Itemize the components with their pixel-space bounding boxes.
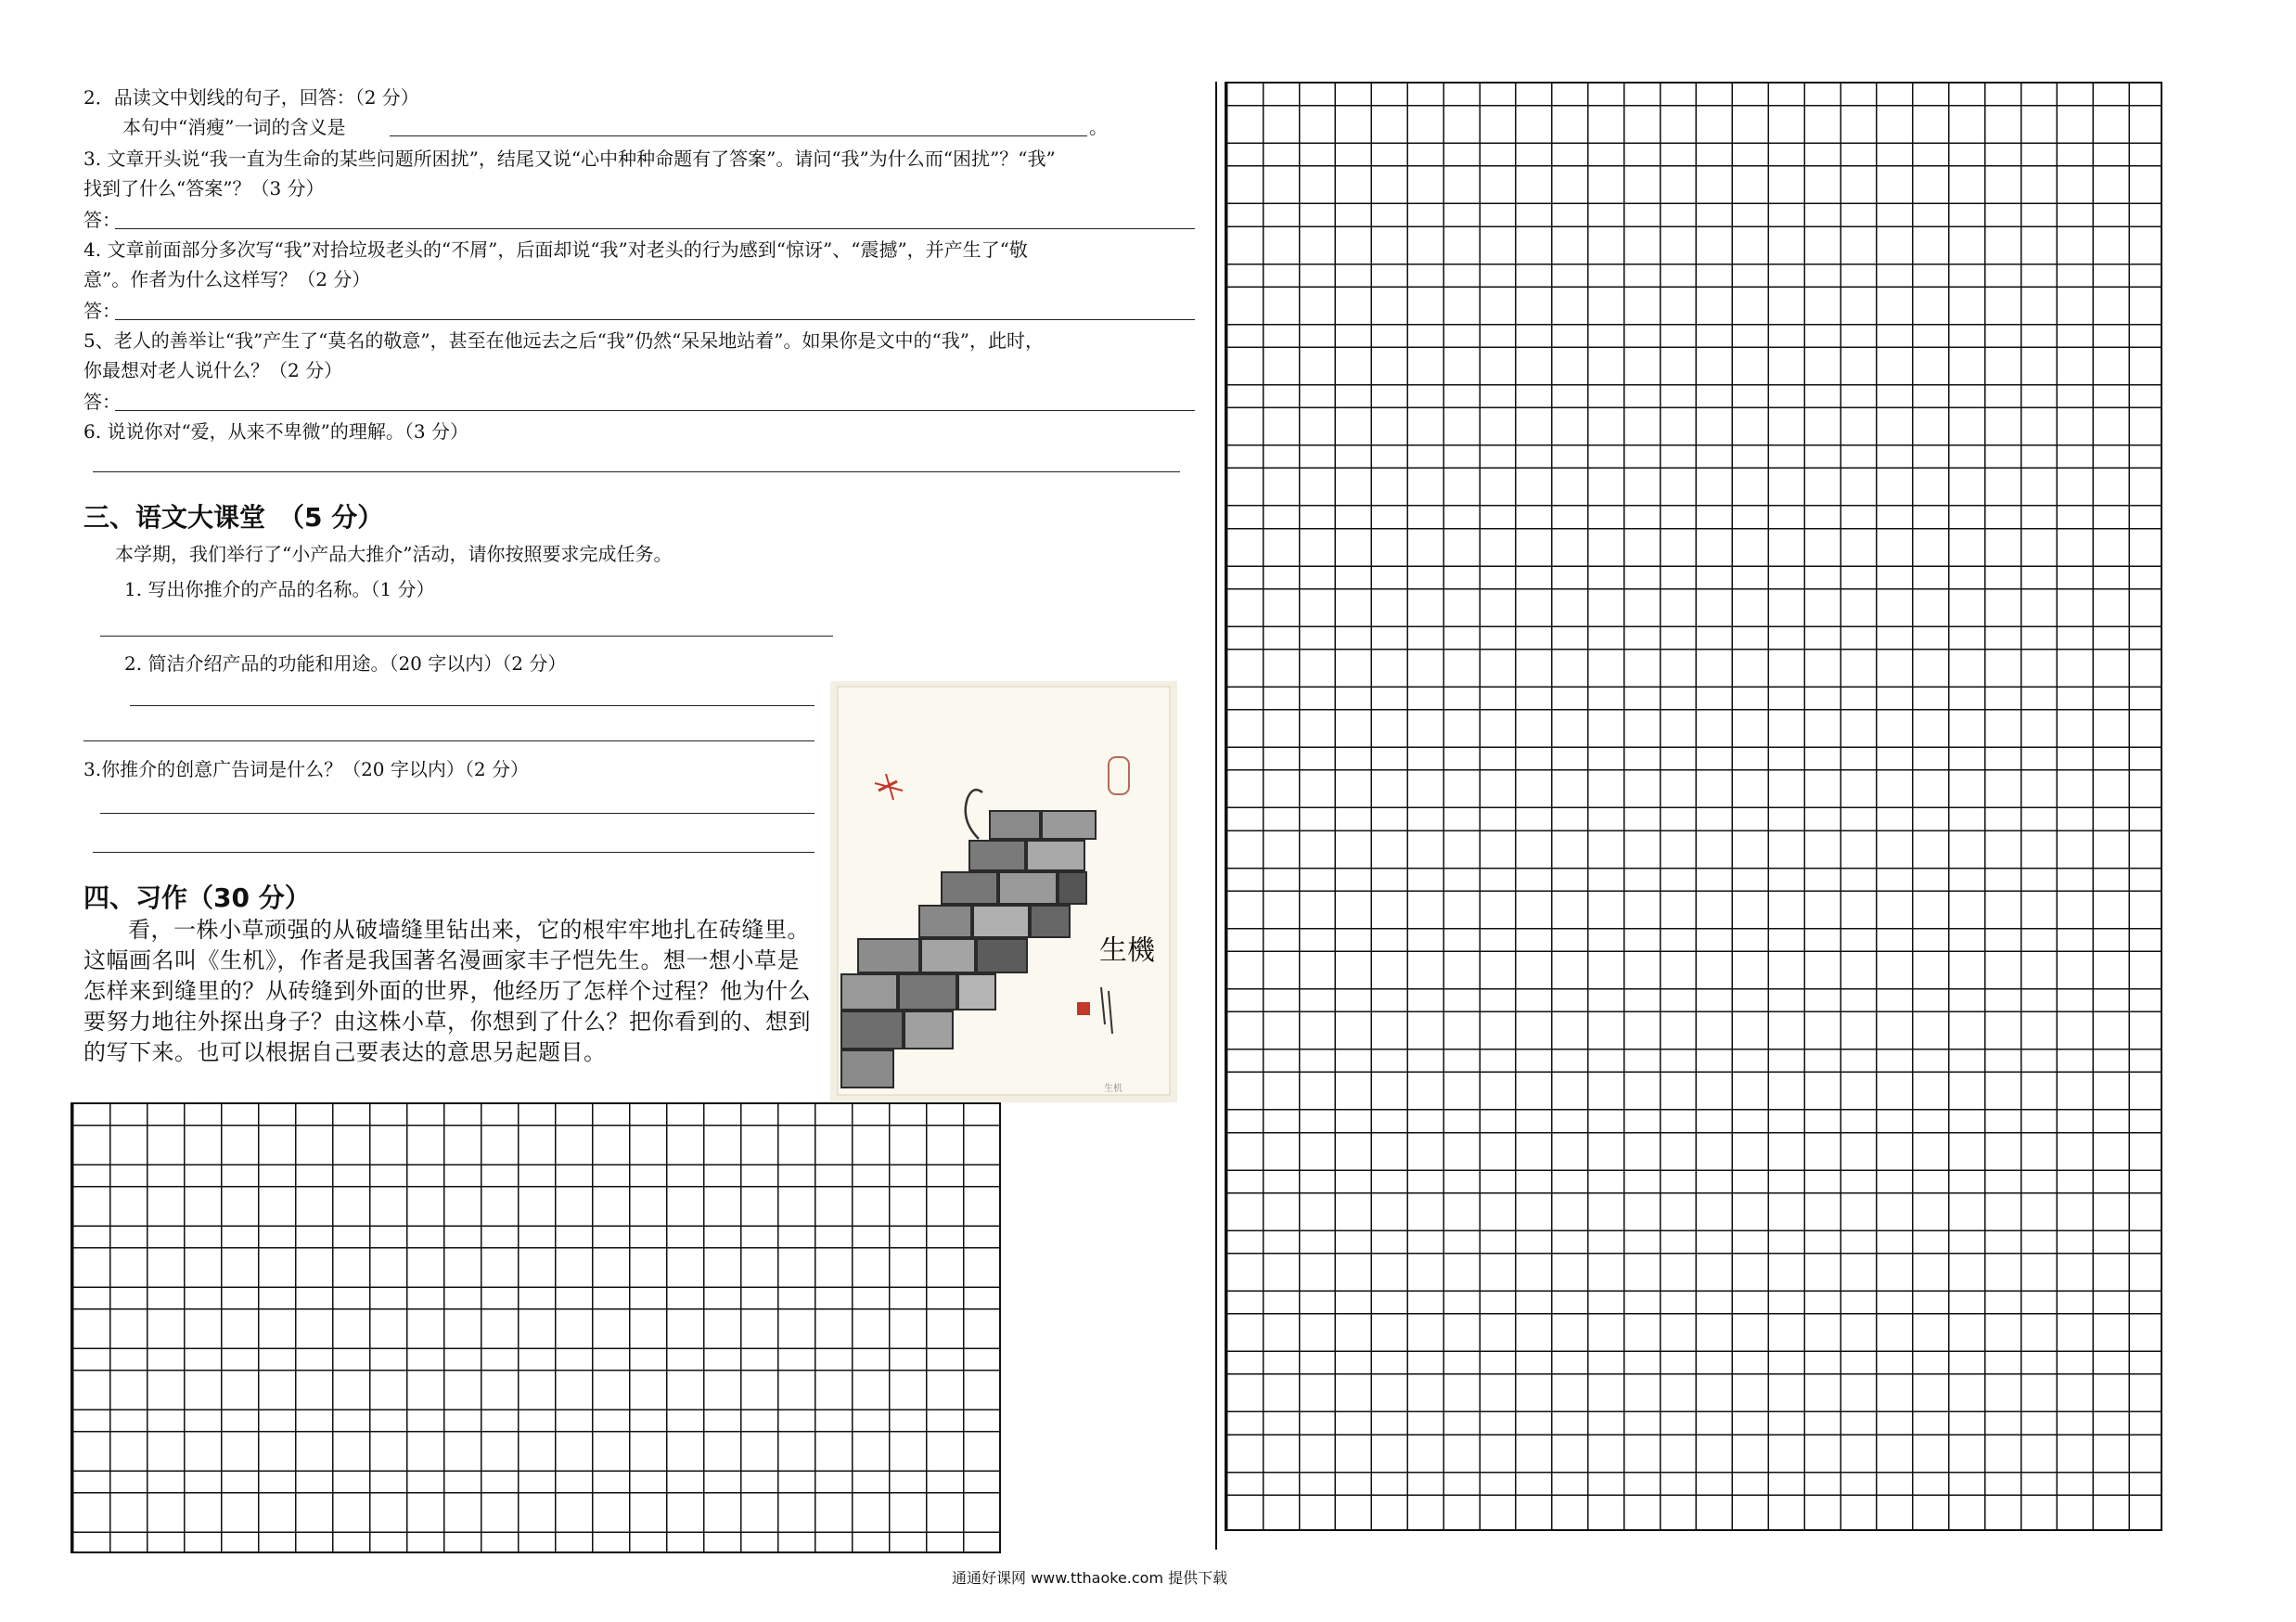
essay-prompt-paragraph: 看，一株小草顽强的从破墙缝里钻出来，它的根牢牢地扎在砖缝里。这幅画名叫《生机》，作者是我国著名漫画家丰子恺先生。想一想小草是怎样来到缝里的？从砖缝到外面的世界，他经历了怎样个过程？他为什么要努力地往外探出身子？由这株小草，你想到了什么？把你看到的、想到的写下来。也可以根据自己要表达的意思另起题目。	[83, 917, 811, 1065]
q6-prompt: 6. 说说你对“爱，从来不卑微”的理解。（3 分）	[83, 420, 468, 443]
q4-answer-blank[interactable]	[115, 319, 1195, 320]
task1-prompt: 1. 写出你推介的产品的名称。（1 分）	[124, 578, 435, 600]
seal-stamp-signature	[1077, 1002, 1090, 1015]
column-divider	[1215, 82, 1217, 1550]
task2-answer-blank-1[interactable]	[130, 705, 815, 706]
q5-prompt-line2: 你最想对老人说什么？（2 分）	[83, 359, 343, 381]
task2-prompt: 2. 简洁介绍产品的功能和用途。（20 字以内）（2 分）	[124, 652, 567, 675]
q2-prompt: 2．品读文中划线的句子，回答：（2 分）	[83, 86, 419, 109]
task2-answer-blank-2[interactable]	[83, 740, 815, 741]
q2-answer-blank[interactable]	[390, 135, 1087, 136]
q4-prompt-line1: 4. 文章前面部分多次写“我”对拾垃圾老头的“不屑”，后面却说“我”对老头的行为感到“惊讶”、“震撼”，并产生了“敬	[83, 238, 1028, 261]
q5-answer-label: 答：	[83, 391, 121, 413]
q2-line: 本句中“消瘦”一词的含义是	[122, 116, 346, 138]
q3-prompt-line2: 找到了什么“答案”？（3 分）	[83, 177, 325, 200]
q4-prompt-line2: 意”。作者为什么这样写？（2 分）	[83, 268, 371, 290]
essay-writing-grid-left[interactable]	[71, 1102, 1001, 1553]
essay-writing-grid-right[interactable]	[1225, 82, 2162, 1531]
painting-caption: 生机	[1104, 1084, 1122, 1094]
q5-answer-blank[interactable]	[115, 410, 1195, 411]
q4-answer-label: 答：	[83, 300, 121, 322]
task3-answer-blank-2[interactable]	[93, 852, 815, 853]
q3-answer-blank[interactable]	[115, 228, 1195, 229]
painting-image	[830, 681, 1177, 1102]
task3-answer-blank-1[interactable]	[100, 813, 815, 814]
q2-line-end: 。	[1089, 116, 1108, 138]
q3-answer-label: 答：	[83, 209, 121, 231]
section4-heading: 四、习作（30 分）	[83, 882, 311, 913]
q5-prompt-line1: 5、老人的善举让“我”产生了“莫名的敬意”，甚至在他远去之后“我”仍然“呆呆地站着”。如果你是文中的“我”，此时，	[83, 329, 1044, 352]
footer-credit: 通通好课网 www.tthaoke.com 提供下载	[952, 1569, 1228, 1587]
painting-title-calligraphy: 生機	[1099, 934, 1155, 967]
section3-heading: 三、语文大课堂 （5 分）	[83, 502, 384, 533]
task1-answer-blank[interactable]	[100, 636, 833, 637]
q3-prompt-line1: 3. 文章开头说“我一直为生命的某些问题所困扰”，结尾又说“心中种种命题有了答案”。请问“我”为什么而“困扰”？“我”	[83, 148, 1056, 170]
section3-intro: 本学期，我们举行了“小产品大推介”活动，请你按照要求完成任务。	[115, 543, 673, 565]
q6-answer-blank[interactable]	[93, 471, 1180, 472]
task3-prompt: 3.你推介的创意广告词是什么？（20 字以内）（2 分）	[83, 758, 529, 780]
